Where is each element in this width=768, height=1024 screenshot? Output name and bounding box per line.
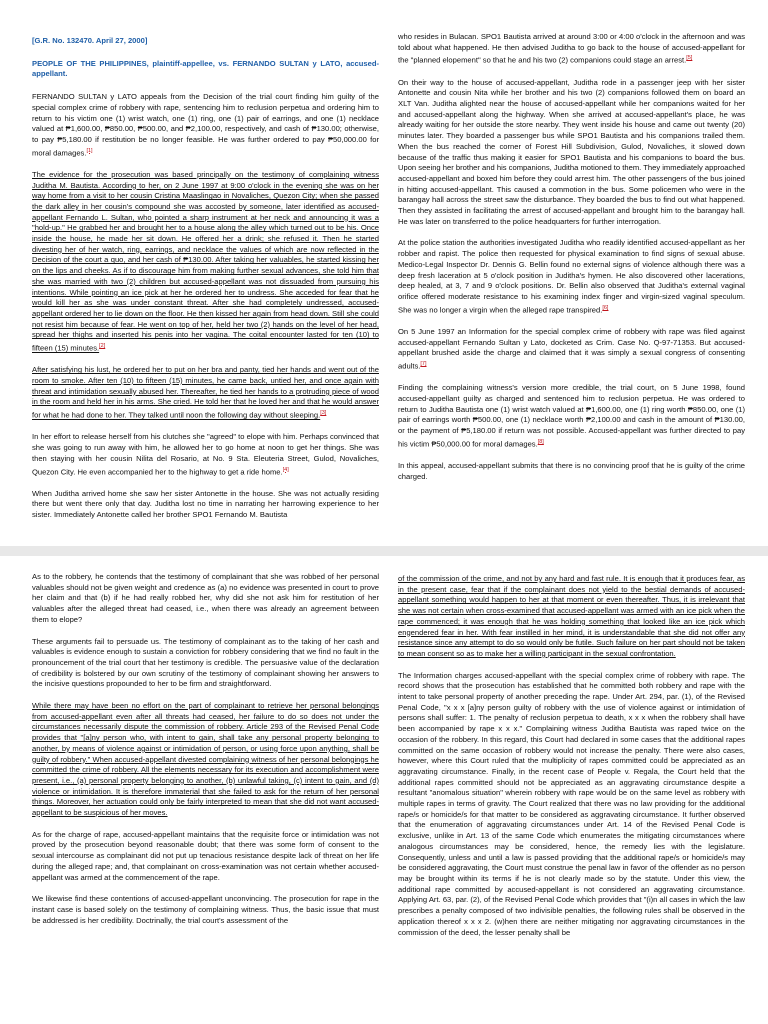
document-page-2: [0, 556, 768, 1024]
case-caption: PEOPLE OF THE PHILIPPINES, plaintiff-appellee, vs. FERNANDO SULTAN y LATO, accused-appellant.: [32, 58, 379, 79]
page2-right-column: [398, 574, 745, 949]
paragraph: We likewise find these contentions of accused-appellant unconvincing. The prosecution for rape in the instant case is based solely on the testimony of complaining witness. Thus, the basic issue that must be addressed is her credibility. Doctrinally, the trial court's assessment of the: [32, 894, 379, 925]
paragraph: On 5 June 1997 an Information for the special complex crime of robbery with rape was filed against accused-appellant Fernando Sultan y Lato, docketed as Crim. Case No. Q-97-71353. But accused-appellant brushed aside the charge and claimed that it was simply a sexual congress of consenting adults.[7]: [398, 326, 745, 371]
paragraph: These arguments fail to persuade us. The testimony of complainant as to the taking of her cash and valuables is evidence enough to sustain a conviction for robbery considering that we find no fault in the pronouncement of the trial court that her testimony is credible. The persuasive value of the declaration of credibility is bolstered by our own scrutiny of the testimony of complainant showing her answers to the incisive questions propounded to her to be firm and straightforward.: [32, 636, 379, 689]
paragraph: As to the robbery, he contends that the testimony of complainant that she was robbed of her personal valuables should not be given weight and credence as (a) no evidence was presented in court to prove her claim and that (b) if he had really robbed her, why did she not ask him for restitution of her valuables after the alleged threat had ceased, i.e., when there was already an agreement between them to elope?: [32, 572, 379, 624]
paragraph: The Information charges accused-appellant with the special complex crime of robbery with rape. The record shows that the prosecution has established that he committed both robbery and rape with the intent to take personal property of another preceding the rape. Under Art. 294, par. (1), of the Revised Penal Code, "x x x [a]ny person guilty of robbery with the use of violence against or intimidation of persons shall suffer: 1. The penalty of reclusion perpetua to death, x x x when the robbery shall have been accompanied by rape x x x." Complaining witness Juditha Bautista was raped twice on the occasion of the robbery. In this regard, this Court had declared in some cases that the additional rapes committed on the same occasion of robbery would not increase the penalty. There were also cases, however, where this Court ruled that the multiplicity of rapes committed could be appreciated as an aggravating circumstance. Finally, in the recent case of People v. Regala, the Court held that the additional rapes committed should not be appreciated as an aggravating circumstance despite a resultant "anomalous situation" wherein robbery with rape would be on the same level as robbery with multiple rapes in terms of gravity. The Court realized that there was no law providing for the additional rape/s or homicide/s for that matter to be considered as aggravating circumstance. It further observed that the enumeration of aggravating circumstances under Art. 14 of the Revised Penal Code is exclusive, unlike in Art. 13 of the same Code which enumerates the mitigating circumstances where analogous circumstances may be considered, hence, the remedy lies with the legislature. Consequently, unless and until a law is passed providing that the additional rape/s or homicide/s may be considered aggravating, the Court must construe the penal law in favor of the offender as no person may be brought within its terms if he is not clearly made so by the statute. Under this view, the additional rape committed by accused-appellant is not considered an aggravating circumstance. Applying Art. 63, par. (2), of the Revised Penal Code which provides that "(i)n all cases in which the law prescribes a penalty composed of two indivisible penalties, the following rules shall be observed in the application thereof x x x 2. (w)hen there are neither mitigating nor aggravating circumstances in the commission of the deed, the lesser penalty shall be: [398, 670, 745, 937]
footnote-link[interactable]: [5]: [686, 55, 693, 62]
paragraph: As for the charge of rape, accused-appellant maintains that the requisite force or intimidation was not proved by the prosecution beyond reasonable doubt; that there was some form of consent to the sexual intercourse as complainant did not put up tenacious resistance despite lack of threat on her life during the alleged rape; and, that complainant on cross-examination was not certain whether accused-appellant was armed at the commencement of the rape.: [32, 829, 379, 882]
paragraph: While there may have been no effort on the part of complainant to retrieve her personal belongings from accused-appellant even after all threats had ceased, her failure to do so does not under the circumstances necessarily dispute the commission of robbery. Article 293 of the Revised Penal Code provides that "[a]ny person who, with intent to gain, shall take any personal property belonging to another, by means of violence against or intimidation of person, or using force upon anything, shall be guilty of robbery." When accused-appellant divested complaining witness of her personal belongings he committed the crime of robbery. All the elements necessary for its execution and accomplishment were present, i.e., (a) personal property belonging to another, (b) unlawful taking, (c) intent to gain, and (d) violence or intimidation. It is therefore immaterial that she failed to ask for the return of her personal things. Moreover, her actuation could only be fairly interpreted to mean that she did not want accused-appellant to be suspicious of her moves.: [32, 701, 379, 818]
footnote-link[interactable]: [2]: [99, 343, 106, 350]
footnote-link[interactable]: [8]: [537, 438, 544, 445]
paragraph: When Juditha arrived home she saw her sister Antonette in the house. She was not actually residing there but went there only that day. Juditha lost no time in narrating her harrowing experience to her sister. Immediately Antonette called her brother SPO1 Fernando M. Bautista: [32, 488, 379, 520]
paragraph: who resides in Bulacan. SPO1 Bautista arrived at around 3:00 or 4:00 o'clock in the afternoon and was told about what happened. He then advised Juditha to go back to the house of accused-appellant for the "planned elopement" so that he and his two (2) companions could stage an arrest.[5]: [398, 32, 745, 65]
paragraph: The evidence for the prosecution was based principally on the testimony of complaining witness Juditha M. Bautista. According to her, on 2 June 1997 at 9:00 o'clock in the evening she was on her way home from a visit to her cousin Cristina Maaslingao in Novaliches, Quezon City; when she passed the dark alley in her cousin's compound she was accosted by someone, later identified as accused-appellant Fernando L. Sultan, who pointed a sharp instrument at her neck and announcing it was a "hold-up." He grabbed her and brought her to a house along the alley which turned out to be his. Once inside the house, he made her sit down. He offered her a drink; she refused it. Then he started divesting her of her watch, ring, earrings, and necklace the values of which are now reflected in the Decision of the court a quo, and her cash of ₱130.00. After taking her valuables, he started kissing her on the lips and cheeks. As if to discourage him from making further sexual advances, she told him that she was married with two (2) children but accused-appellant was not dissuaded from pursuing his intentions. While pointing an ice pick at her he ordered her to undress. She acceded for fear that he would kill her as she was under constant threat. After she had completely undressed, accused-appellant ordered her to lie down on the floor. He then kissed her again from head down. Still she could not resist him because of fear. He went on top of her, held her two (2) hands on the level of her head, spread her thighs and inserted his penis into her vagina. The coital encounter lasted for ten (10) to fifteen (15) minutes.[2]: [32, 169, 379, 353]
paragraph: In her effort to release herself from his clutches she "agreed" to elope with him. Perhaps convinced that she was going to run away with him, he allowed her to go home at noon to get her things. She was then staying with her cousin Nilita del Rosario, at No. 9 Sta. Eleuteria Street, Gulod, Novaliches, Quezon City. He even accompanied her to the highway to get a ride home.[4]: [32, 432, 379, 477]
paragraph: FERNANDO SULTAN y LATO appeals from the Decision of the trial court finding him guilty of the special complex crime of robbery with rape, sentencing him to reclusion perpetua and ordering him to return to his victim one (1) wrist watch, one (1) ring, one (1) pair of earrings, and one (1) necklace valued at ₱1,600.00, ₱850.00, ₱500.00, and ₱2,100.00, respectively, and cash of ₱130.00; otherwise, to pay ₱5,180.00 if restitution be no longer feasible. He was further ordered to pay ₱50,000.00 for moral damages.[1]: [32, 92, 379, 158]
page2-left-column: [32, 572, 379, 937]
paragraph: On their way to the house of accused-appellant, Juditha rode in a passenger jeep with her sister Antonette and cousin Nita while her brother and his two (2) companions followed them on board an XLT Van. Juditha alighted near the house of accused-appellant while her companions waited for her and accused-appellant along the highway. When she arrived at accused-appellant's place, he was already waiting for her outside the store nearby. They went inside his house and came out twenty (20) minutes later. They boarded a passenger bus while SPO1 Bautista and his companions trailed them. When the bus reached the corner of Forest Hill Subdivision, Gulod, Novaliches, it slowed down because of the traffic thus making it easier for SPO1 Bautista and his companions to board the bus. Upon seeing her brother and his companions, Juditha motioned to them. They immediately approached accused-appellant and boxed him before they could arrest him. The other passengers of the bus joined in hitting accused-appellant. This caused a commotion in the bus. Some policemen who were in the barangay hall across the street saw the disturbance. They boarded the bus to find out what happened. Then they assisted in facilitating the arrest of accused-appellant and brought him to the barangay hall. He was later on transferred to the police headquarters for further interrogation.: [398, 77, 745, 226]
footnote-link[interactable]: [1]: [86, 147, 93, 154]
paragraph: In this appeal, accused-appellant submits that there is no convincing proof that he is guilty of the crime charged.: [398, 461, 745, 481]
page1-left-column: [32, 36, 379, 532]
paragraph: At the police station the authorities investigated Juditha who readily identified accused-appellant as her robber and rapist. The police then requested for physical examination to find signs of sexual abuse. Medico-Legal Inspector Dr. Dennis G. Bellin found no external signs of violence although there was a deep fresh laceration at 5 o'clock position in Juditha's hymen. He also discovered other lacerations, deep healed, at 3, 7 and 9 o'clock positions. Dr. Bellin also observed that Juditha's external vaginal orifice offered moderate resistance to his examining index finger and virgin-sized vaginal speculum. She was no longer a virgin when the alleged rape transpired.[6]: [398, 238, 745, 315]
case-number: [G.R. No. 132470. April 27, 2000]: [32, 36, 148, 45]
footnote-link[interactable]: [3]: [320, 410, 327, 417]
page1-right-column: [398, 32, 745, 493]
footnote-link[interactable]: [6]: [602, 304, 609, 311]
footnote-link[interactable]: [4]: [282, 466, 289, 473]
footnote-link[interactable]: [7]: [420, 361, 427, 368]
paragraph: After satisfying his lust, he ordered her to put on her bra and panty, tied her hands and went out of the room to smoke. After ten (10) to fifteen (15) minutes, he came back, untied her, and once again with threat and intimidation sexually abused her. Thereafter, he tied her hands to a protruding piece of wood in the room and held her in his arms. She cried. He told her that he loved her and that he would answer for what he had done to her. They talked until noon the following day without sleeping.[3]: [32, 365, 379, 420]
paragraph: Finding the complaining witness's version more credible, the trial court, on 5 June 1998, found accused-appellant guilty as charged and sentenced him to reclusion perpetua. He was ordered to return to Juditha Bautista one (1) wrist watch valued at ₱1,600.00, one (1) ring worth ₱850.00, one (1) pair of earrings worth ₱500.00, one (1) necklace worth ₱2,100.00 and cash in the amount of ₱130.00, or the payment of ₱5,180.00 if return was not possible. Accused-appellant was further directed to pay his victim ₱50,000.00 for moral damages.[8]: [398, 383, 745, 449]
paragraph: of the commission of the crime, and not by any hard and fast rule. It is enough that it produces fear, as in the present case, fear that if the complainant does not yield to the bestial demands of accused-appellant something would happen to her at that moment or even thereafter. Thus, it is irrelevant that she was not certain when cross-examined that accused-appellant was armed with an ice pick when the rape commenced; it was enough that he was holding something that looked like an ice pick which engendered fear in her. With fear instilled in her mind, it is understandable that she did not offer any resistance since any attempt to do so would only be futile. Such failure on her part should not be taken to mean consent so as to make her a willing participant in the sexual confrontation.: [398, 574, 745, 658]
